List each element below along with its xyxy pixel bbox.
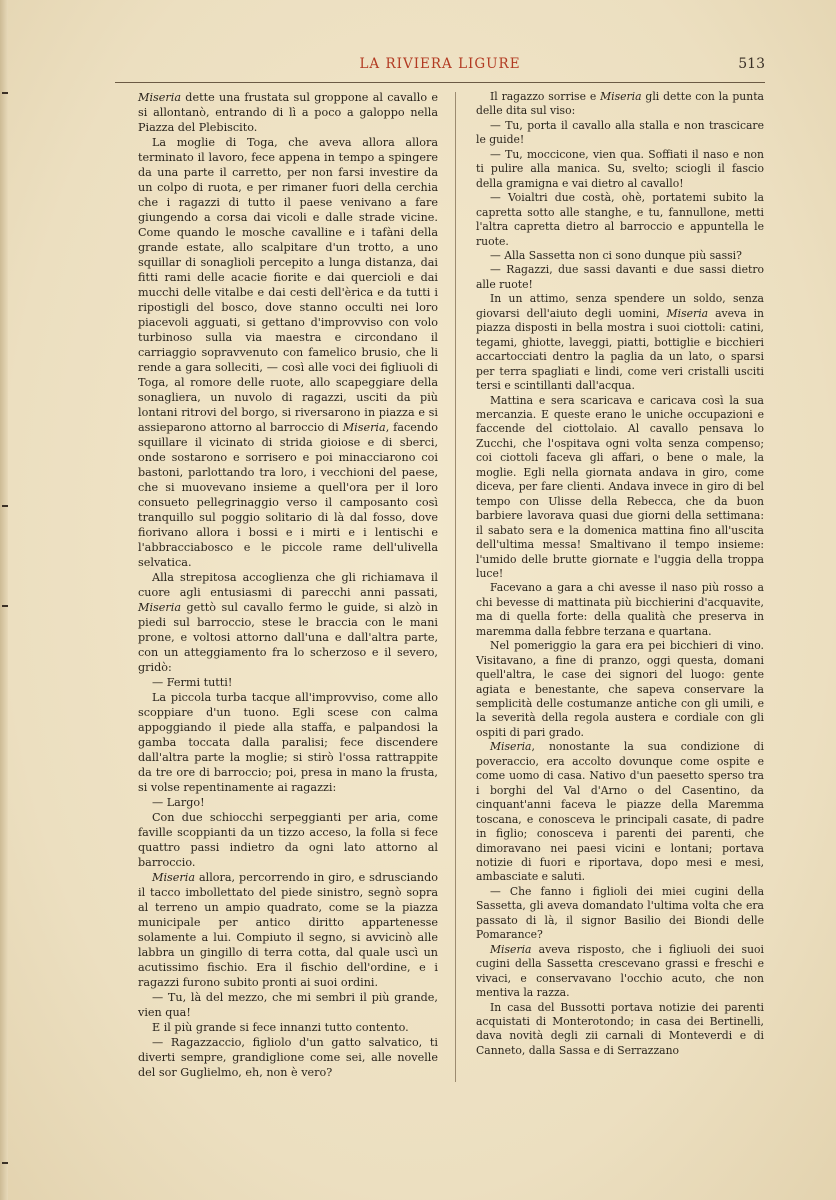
paragraph: — Voialtri due costà, ohè, portatemi subito la capretta sotto alle stanghe, e tu, fannullone, metti l'altra capretta dietro al barroccio e appuntella le ruote. [476,191,764,248]
binding-mark [2,505,8,507]
journal-title: LA RIVIERA LIGURE [359,56,521,72]
paragraph: Con due schiocchi serpeggianti per aria, come faville scoppianti da un tizzo acceso, la folla si fece quattro passi indietro da ogni lato attorno al barroccio. [138,811,438,869]
paragraph: — Tu, moccicone, vien qua. Soffiati il naso e non ti pulire alla manica. Su, svelto; sciogli il fascio della gramigna e vai dietro al cavallo! [476,147,764,190]
binding-mark [2,92,8,94]
paragraph: La moglie di Toga, che aveva allora allora terminato il lavoro, fece appena in tempo a spingere da una parte il carretto, per non farsi investire da un colpo di ruota, e per rimaner fuori della cerchia che i ragazzi di tutto il paese venivano a fare giungendo a corsa dai vicoli e dalle strade vicine. Come quando le mosche cavalline e i tafàni della grande estate, allo scalpitare d'un trotto, a uno squillar di sonaglioli percepito a lunga distanza, dai fitti rami delle acacie fiorite e dai quercioli e dai mucchi delle vitalbe e dai cesti dell'èrica e da tutti i ripostigli del bosco, dove stanno occulti nei loro piacevoli agguati, si gettano d'improvviso con volo turbinoso sulla via maestra e circondano il carriaggio sopravvenuto con famelico brusio, che li rende a gara solleciti, — così alle voci dei figliuoli di Toga, al romore delle ruote, allo scapeggiare della sonagliera, un nuvolo di ragazzi, usciti da più lontani ritrovi del borgo, si riversarono in piazza e si assieparono attorno al barroccio di Miseria, facendo squillare il vicinato di strida gioiose e di sberci, onde sostarono e sorrisero e poi minacciarono coi bastoni, parlottando tra loro, i vecchioni del paese, che si muovevano insieme a quell'ora per il loro consueto pellegrinaggio verso il camposanto così tranquillo sul poggio solitario di là dal fosso, dove fiorivano allora i bossi e i mirti e i lentischi e l'abbracciabosco e le piccole rame dell'ulivella selvatica. [138,136,438,569]
left-column [138,90,438,1080]
binding-mark [2,605,8,607]
paragraph: Miseria aveva risposto, che i figliuoli dei suoi cugini della Sassetta crescevano grassi e freschi e vivaci, e conservavano l'occhio acuto, che non mentiva la razza. [476,942,764,1000]
paragraph: — Ragazzi, due sassi davanti e due sassi dietro alle ruote! [476,263,764,291]
page-number: 513 [738,56,765,72]
paragraph: Il ragazzo sorrise e Miseria gli dette con la punta delle dita sul viso: [476,90,764,118]
paragraph: Facevano a gara a chi avesse il naso più rosso a chi bevesse di mattinata più bicchierini d'acquavite, ma di quella forte: della qualità che preserva in maremma dalla febbre terzana e quartana. [476,581,764,638]
paragraph: — Fermi tutti! [152,676,233,689]
paragraph: In un attimo, senza spendere un soldo, senza giovarsi dell'aiuto degli uomini, Miseria aveva in piazza disposti in bella mostra i suoi ciottoli: catini, tegami, ghiotte, laveggi, piatti, bottiglie e bicchieri accartocciati dentro la paglia da un lato, o sparsi per terra spagliati e lindi, come veri cristalli usciti tersi e scintillanti dall'acqua. [476,292,764,393]
paragraph: In casa del Bussotti portava notizie dei parenti acquistati di Monterotondo; in casa dei Bertinelli, dava novità degli zii carnali di Monteverdi e di Canneto, dalla Sassa e di Serrazzano [476,1000,764,1057]
paragraph: — Largo! [152,796,205,809]
paragraph: — Che fanno i figlioli dei miei cugini della Sassetta, gli aveva domandato l'ultima volta che era passato di là, il signor Basilio dei Biondi delle Pomarance? [476,884,764,942]
paragraph: Mattina e sera scaricava e caricava così la sua mercanzia. E queste erano le uniche occupazioni e faccende del ciottolaio. Al cavallo pensava lo Zucchi, che l'ospitava ogni volta senza compenso; coi ciottoli faceva gli affari, o bene o male, la moglie. Egli nella giornata andava in giro, come diceva, per fare clienti. Andava invece in giro di bel tempo con Ulisse della Rebecca, che da buon barbiere lavorava quasi due giorni della settimana: il sabato sera e la domenica mattina fino all'uscita dell'ultima messa! Smaltivano il tempo insieme: l'umido delle brutte giornate e l'uggia della troppa luce! [476,393,764,580]
running-header [115,52,765,83]
paragraph: E il più grande si fece innanzi tutto contento. [152,1021,409,1034]
right-column [476,90,764,1058]
paragraph: — Ragazzaccio, figliolo d'un gatto salvatico, ti diverti sempre, grandiglione come sei, alle novelle del sor Guglielmo, eh, non è vero? [138,1036,438,1079]
binding-edge [0,0,8,1200]
paragraph: Nel pomeriggio la gara era pei bicchieri di vino. Visitavano, a fine di pranzo, oggi questa, domani quell'altra, le case dei signori del luogo: gente agiata e benestante, che sapeva conservare la semplicità delle costumanze antiche con gli umili, e la severità della regola austera e cordiale con gli ospiti di pari grado. [476,639,764,739]
paragraph: Miseria allora, percorrendo in giro, e sdrusciando il tacco imbollettato del piede sinistro, segnò sopra al terreno un ampio quadrato, come se la piazza municipale per antico diritto appartenesse solamente a lui. Compiuto il segno, si avvicinò alle labbra un gingillo di terra cotta, dal quale uscì un acutissimo fischio. Era il fischio dell'ordine, e i ragazzi furono subito pronti ai suoi ordini. [138,871,438,989]
paragraph: — Tu, porta il cavallo alla stalla e non trascicare le guide! [476,118,764,147]
column-divider [455,92,456,1082]
paragraph: La piccola turba tacque all'improvviso, come allo scoppiare d'un tuono. Egli scese con calma appoggiando il piede alla staffa, e palpandosi la gamba toccata dalla paralisi; fece discendere dall'altra parte la moglie; si stirò l'ossa rattrappite da tre ore di barroccio; poi, presa in mano la frusta, si volse repentinamente ai ragazzi: [138,691,438,794]
paragraph: Miseria, nonostante la sua condizione di poveraccio, era accolto dovunque come ospite e come uomo di casa. Nativo d'un paesetto sperso tra i borghi del Val d'Arno o del Casentino, da cinquant'anni faceva le piazze della Maremma toscana, e conosceva le principali casate, di padre in figlio; conosceva i parenti dei parenti, che dimoravano nei paesi vicini e lontani; portava notizie di fuori e riportava, dopo mesi e mesi, ambasciate e saluti. [476,740,764,884]
paragraph: — Tu, là del mezzo, che mi sembri il più grande, vien qua! [138,991,438,1019]
paragraph: Alla strepitosa accoglienza che gli richiamava il cuore agli entusiasmi di parecchi anni passati, Miseria gettò sul cavallo fermo le guide, si alzò in piedi sul barroccio, stese le braccia con le mani prone, e voltosi attorno dall'una e dall'altra parte, con un atteggiamento fra lo scherzoso e il severo, gridò: [138,571,438,674]
binding-mark [2,1162,8,1164]
paragraph: — Alla Sassetta non ci sono dunque più sassi? [490,248,742,262]
paragraph: Miseria dette una frustata sul groppone al cavallo e si allontanò, entrando di lì a poco a galoppo nella Piazza del Plebiscito. [138,91,438,134]
